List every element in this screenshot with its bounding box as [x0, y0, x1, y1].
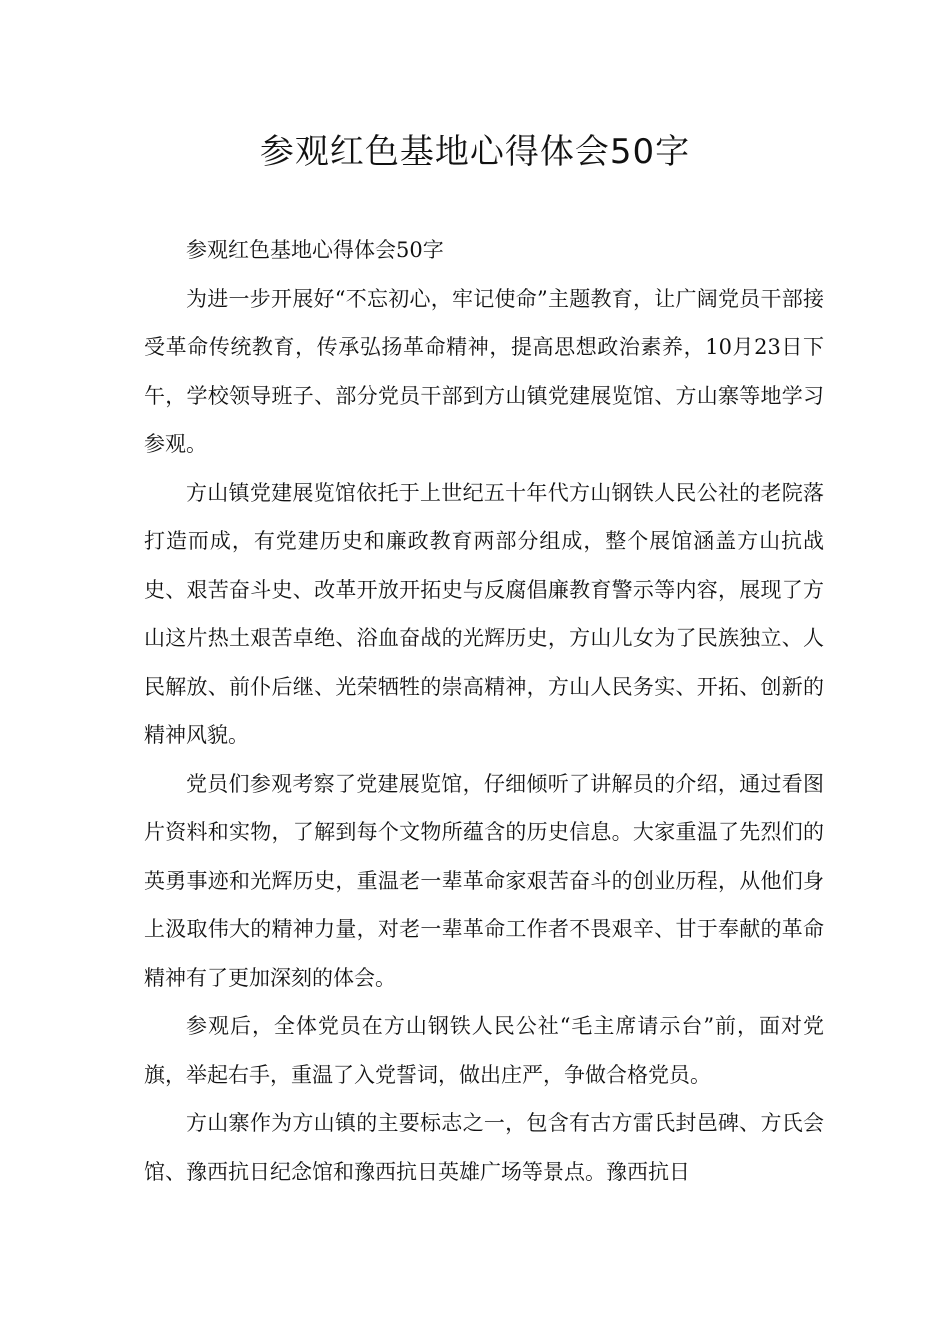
- paragraph-subtitle: 参观红色基地心得体会50字: [186, 238, 444, 262]
- paragraph-intro: 为进一步开展好“不忘初心，牢记使命”主题教育，让广阔党员干部接受革命传统教育，传承弘扬革命精神，提高思想政治素养，10月23日下午，学校领导班子、部分党员干部到方山镇党建展览馆、方山寨等地学习参观。: [144, 286, 824, 456]
- paragraph-oath: 参观后，全体党员在方山钢铁人民公社“毛主席请示台”前，面对党旗，举起右手，重温了入党誓词，做出庄严，争做合格党员。: [144, 1014, 824, 1087]
- document-title: 参观红色基地心得体会50字: [259, 132, 691, 172]
- document-body: [144, 226, 824, 1196]
- paragraph-exhibition-hall: 方山镇党建展览馆依托于上世纪五十年代方山钢铁人民公社的老院落打造而成，有党建历史和廉政教育两部分组成，整个展馆涵盖方山抗战史、艰苦奋斗史、改革开放开拓史与反腐倡廉教育警示等内容，展现了方山这片热土艰苦卓绝、浴血奋战的光辉历史，方山儿女为了民族独立、人民解放、前仆后继、光荣牺牲的崇高精神，方山人民务实、开拓、创新的精神风貌。: [144, 480, 824, 747]
- paragraph-fangshan-fort: 方山寨作为方山镇的主要标志之一，包含有古方雷氏封邑碑、方氏会馆、豫西抗日纪念馆和豫西抗日英雄广场等景点。豫西抗日: [144, 1111, 824, 1184]
- paragraph-visit: 党员们参观考察了党建展览馆，仔细倾听了讲解员的介绍，通过看图片资料和实物，了解到每个文物所蕴含的历史信息。大家重温了先烈们的英勇事迹和光辉历史，重温老一辈革命家艰苦奋斗的创业历程，从他们身上汲取伟大的精神力量，对老一辈革命工作者不畏艰辛、甘于奉献的革命精神有了更加深刻的体会。: [144, 771, 824, 990]
